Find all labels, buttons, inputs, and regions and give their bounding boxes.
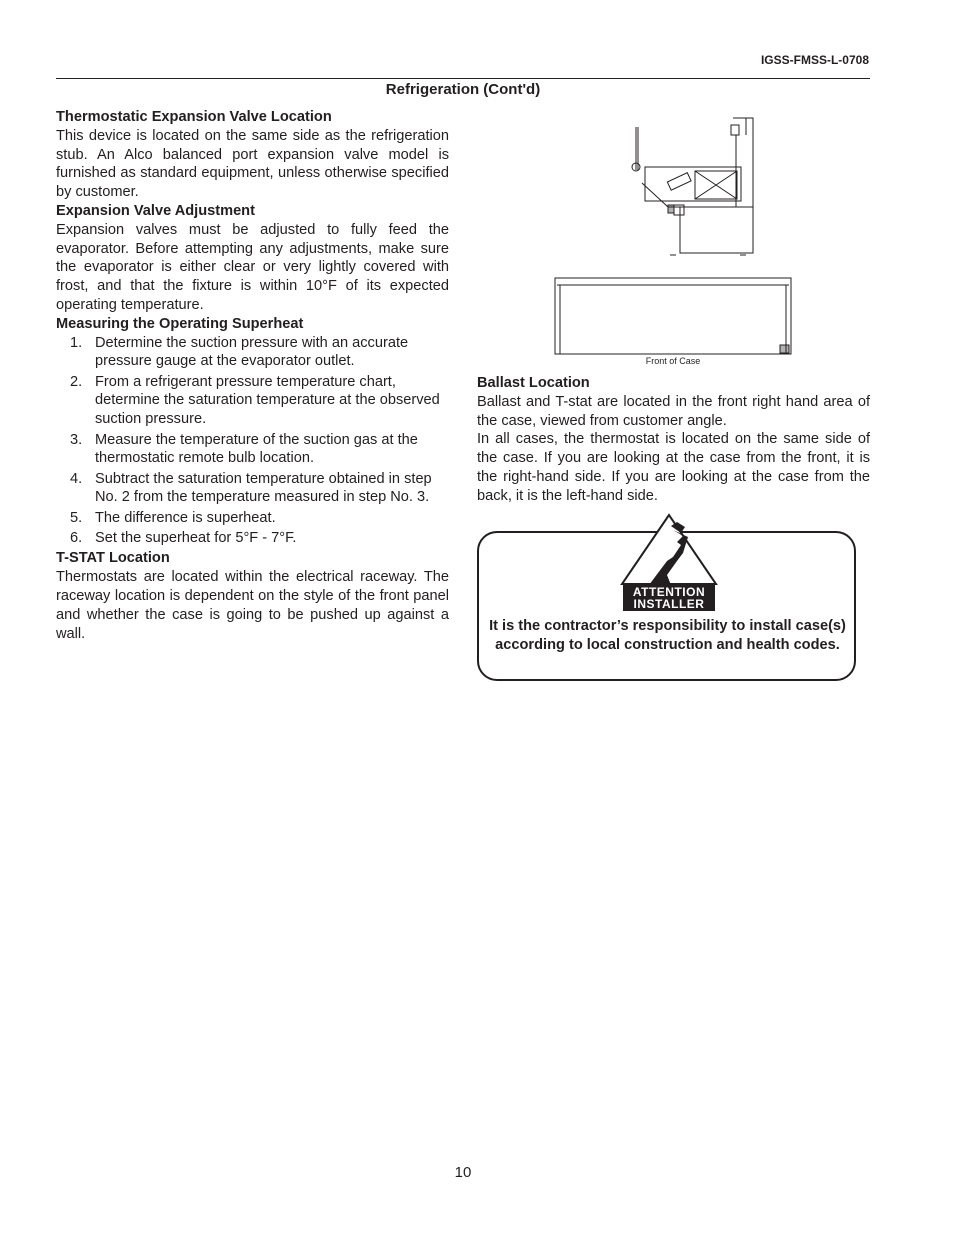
tstat-heading: T-STAT Location [56, 550, 170, 567]
list-item: 3. Measure the temperature of the suction gas at the thermostatic remote bulb location. [70, 431, 418, 467]
txv-paragraph: This device is located on the same side as the refrigeration stub. An Alco balanced port expansion valve model is furnished as standard equipment, unless otherwise specified by customer. [56, 127, 449, 201]
list-item: 5. The difference is superheat. [70, 509, 276, 526]
badge-line2: INSTALLER [633, 597, 705, 611]
right-column [477, 374, 870, 506]
document-id: IGSS-FMSS-L-0708 [760, 53, 869, 67]
attention-installer-icon [617, 512, 721, 612]
adjustment-paragraph: Expansion valves must be adjusted to fully feed the evaporator. Before attempting any adjustments, make sure the evaporator is either clear or very lightly covered with frost, and that the fixture is within 10°F of its expected operating temperature. [56, 221, 449, 313]
adjustment-heading: Expansion Valve Adjustment [56, 202, 255, 219]
left-column [56, 108, 449, 643]
list-item: 2. From a refrigerant pressure temperature chart, determine the saturation temperature at the observed suction pressure. [70, 373, 440, 428]
txv-heading: Thermostatic Expansion Valve Location [56, 109, 332, 125]
list-item: 4. Subtract the saturation temperature obtained in step No. 2 from the temperature measured in step No. 3. [70, 470, 432, 506]
section-title: Refrigeration (Cont'd) [385, 81, 541, 98]
ballast-heading: Ballast Location [477, 375, 590, 391]
tstat-paragraph: Thermostats are located within the electrical raceway. The raceway location is dependent on the style of the front panel and whether the case is going to be pushed up against a wall. [56, 569, 449, 642]
page-number: 10 [454, 1164, 472, 1181]
list-item: 1. Determine the suction pressure with an accurate pressure gauge at the evaporator outlet. [70, 334, 409, 370]
superheat-heading: Measuring the Operating Superheat [56, 315, 304, 332]
thermostat-side-paragraph: In all cases, the thermostat is located on the same side of the case. If you are looking at the case from the front, it is the right-hand side. If you are looking at the case from the back, it is the left-hand side. [477, 431, 870, 504]
case-side-view-diagram [628, 115, 764, 263]
callout-text: It is the contractor’s responsibility to install case(s) according to local construction and health codes. [489, 618, 846, 653]
header-rule [56, 78, 870, 79]
badge-line1: ATTENTION [632, 585, 706, 599]
diagram-caption: Front of Case [645, 356, 701, 366]
ballast-paragraph: Ballast and T-stat are located in the front right hand area of the case, viewed from customer angle. [477, 393, 870, 429]
front-of-case-diagram [552, 275, 796, 370]
superheat-steps [56, 334, 449, 548]
list-item: 6. Set the superheat for 5°F - 7°F. [70, 530, 297, 547]
